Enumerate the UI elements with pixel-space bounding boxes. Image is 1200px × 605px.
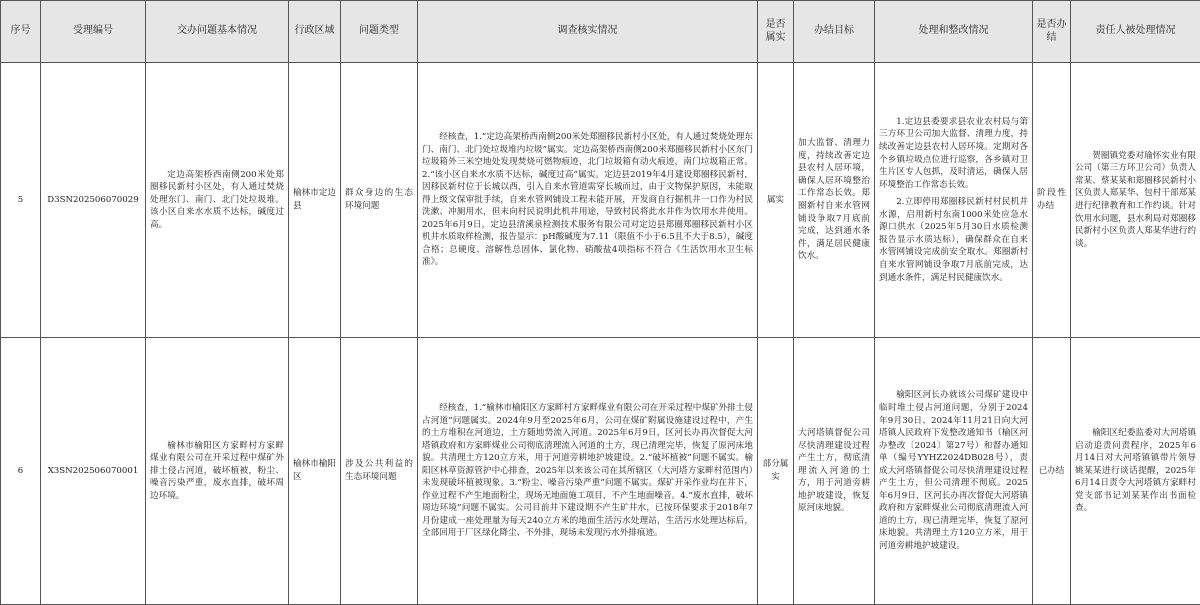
header-seq: 序号 xyxy=(1,1,41,63)
header-verified: 是否属实 xyxy=(758,1,794,63)
cell-region: 榆林市定边县 xyxy=(289,63,341,338)
cell-problem: 榆林市榆阳区方家畔村方家畔煤业有限公司在开采过程中煤矿外排土侵占河道，破坏植被，粉尘、噪音污染严重，废水直排，破坏周边环境。 xyxy=(146,338,289,605)
cell-closed: 阶段性办结 xyxy=(1033,63,1071,338)
cell-handling xyxy=(875,63,1033,338)
cell-accountability: 榆阳区纪委监委对大河塔镇启动追责问责程序，2025年6月14日对大河塔镇镇带片领导姚某某进行谈话提醒，2025年6月14日责令大河塔镇方家畔村党支部书记刘某某作出书面检查。 xyxy=(1071,338,1200,605)
cell-case-no: D3SN202506070029 xyxy=(41,63,146,338)
cell-verified: 部分属实 xyxy=(758,338,794,605)
cell-investigation: 经核查，1.“定边高架桥西南侧200米处郑圈移民新村小区处，有人通过焚烧处理东门、南门、北门处垃圾堆内垃圾”属实。定边高架桥西南侧200米郑圈移民新村小区东门垃圾箱外三米空地处发现焚烧可燃物痕迹，北门垃圾箱有动火痕迹，南门垃圾箱正常。2.“该小区自来水水质不达标，碱度过高”属实。定边县2019年4月建设郑圈移民新村，因移民新村位于长城以西，引入自来水管道需穿长城而过，由于文物保护原因，未能取得上级文保审批手续，自来水管网铺设工程未能开展，开发商自行掘机井一口作为村民洗漱、冲厕用水，但未向村民说明此机井用途，导致村民将此水井作为饮用水井使用。2025年6月9日，定边县清溪泉检测技术服务有限公司对定边县郑圈郑圈移民新村小区机井水质取样检测，报告显示：pH酸碱度为7.11（限值不小于6.5且不大于8.5），碱度合格；总硬度、溶解性总固体、氯化物、硝酸盐4项指标不符合《生活饮用水卫生标准》。 xyxy=(418,63,758,338)
cell-investigation: 经核查，1.“榆林市榆阳区方家畔村方家畔煤业有限公司在开采过程中煤矿外排土侵占河道”问题属实。2024年9月至2025年6月，公司在煤矿附属设施建设过程中，产生的土方堆积在河道边，土方随地势流入河道。2025年6月9日，区河长办再次督促大河塔镇政府和方家畔煤业公司彻底清理流入河道的土方，现已清理完毕，恢复了原河床地貌。共清理土方120立方米，用于河道旁耕地护坡建设。2.“破坏植被”问题不属实。榆阳区林草资源管护中心排查，2025年以来该公司在其所辖区（大河塔方家畔村范围内）未发现破坏植被现象。3.“粉尘、噪音污染严重”问题不属实。煤矿开采作业均在井下，作业过程不产生地面粉尘，现场无地面施工项目，不产生地面噪音。4.“废水直排，破坏周边环境”问题不属实。公司目前井下建设期不产生矿井水，已按环保要求于2018年7月份建成一座处理量为每天240立方米的地面生活污水处理站，生活污水处理达标后，全部回用于厂区绿化降尘、不外排，现场未发现污水外排痕迹。 xyxy=(418,338,758,605)
handling-paragraph: 榆阳区河长办就该公司煤矿建设中临时堆土侵占河道问题，分别于2024年9月30日、2024年11月21日向大河塔镇人民政府下发整改通知书（榆区河办整改〔2024〕第27号）和督办通知单（编号YYHZ2024DB028号），责成大河塔镇督促公司尽快清理建设过程产生土方，但公司清理不彻底。2025年6月9日，区河长办再次督促大河塔镇政府和方家畔煤业公司彻底清理流入河道的土方，现已清理完毕，恢复了原河床地貌。共清理土方120立方米，用于河道旁耕地护坡建设。 xyxy=(879,389,1028,552)
cell-seq: 5 xyxy=(1,63,41,338)
table-row xyxy=(1,63,1200,338)
header-type: 问题类型 xyxy=(341,1,418,63)
header-case-no: 受理编号 xyxy=(41,1,146,63)
cell-case-no: X3SN202506070001 xyxy=(41,338,146,605)
header-handling: 处理和整改情况 xyxy=(875,1,1033,63)
cell-goal: 加大监督、清理力度，持续改善定边县农村人居环境，确保人居环境整治工作常态长效。郑圈新村自来水管网铺设争取7月底前完成，达到通水条件，满足居民健康饮水。 xyxy=(794,63,875,338)
header-region: 行政区域 xyxy=(289,1,341,63)
header-investigation: 调查核实情况 xyxy=(418,1,758,63)
header-accountability: 责任人被处理情况 xyxy=(1071,1,1200,63)
table-row xyxy=(1,338,1200,605)
cell-handling xyxy=(875,338,1033,605)
cell-goal: 大河塔镇督促公司尽快清理建设过程产生土方，彻底清理流入河道的土方，用于河道旁耕地护坡建设，恢复原河床地貌。 xyxy=(794,338,875,605)
handling-paragraph: 1.定边县委要求县农业农村局与第三方环卫公司加大监督、清理力度，持续改善定边县农村人居环境。定期对各个乡镇垃圾点位进行巡察，各乡镇对卫生片区专人包抓，及时清运，确保人居环境整治工作常态长效。 xyxy=(879,116,1028,191)
cell-verified: 属实 xyxy=(758,63,794,338)
cell-type: 群众身边的生态环境问题 xyxy=(341,63,418,338)
cell-region: 榆林市榆阳区 xyxy=(289,338,341,605)
cell-problem: 定边高架桥西南侧200米处郑圈移民新村小区处，有人通过焚烧处理东门、南门、北门处垃圾堆。该小区自来水水质不达标，碱度过高。 xyxy=(146,63,289,338)
header-problem: 交办问题基本情况 xyxy=(146,1,289,63)
cell-accountability: 贺圈镇党委对瑜怀实业有限公司（第三方环卫公司）负责人常某、蔡某某和郑圈移民新村小区负责人郑某华、包村干部郑某进行纪律教育和工作约谈。针对饮用水问题，县水利局对郑圈移民新村小区负责人郑某华进行约谈。 xyxy=(1071,63,1200,338)
cell-seq: 6 xyxy=(1,338,41,605)
header-goal: 办结目标 xyxy=(794,1,875,63)
cell-type: 涉及公共利益的生态环境问题 xyxy=(341,338,418,605)
header-row xyxy=(1,1,1200,63)
cell-closed: 已办结 xyxy=(1033,338,1071,605)
handling-paragraph: 2.立即停用郑圈移民新村村民机井水源，启用新村东南1000米处应急水源口供水（2025年5月30日水质检测报告显示水质达标），确保群众在自来水管网铺设完成前安全取水。郑圈新村自来水管网铺设争取7月底前完成，达到通水条件，满足村民健康饮水。 xyxy=(879,196,1028,284)
header-closed: 是否办结 xyxy=(1033,1,1071,63)
